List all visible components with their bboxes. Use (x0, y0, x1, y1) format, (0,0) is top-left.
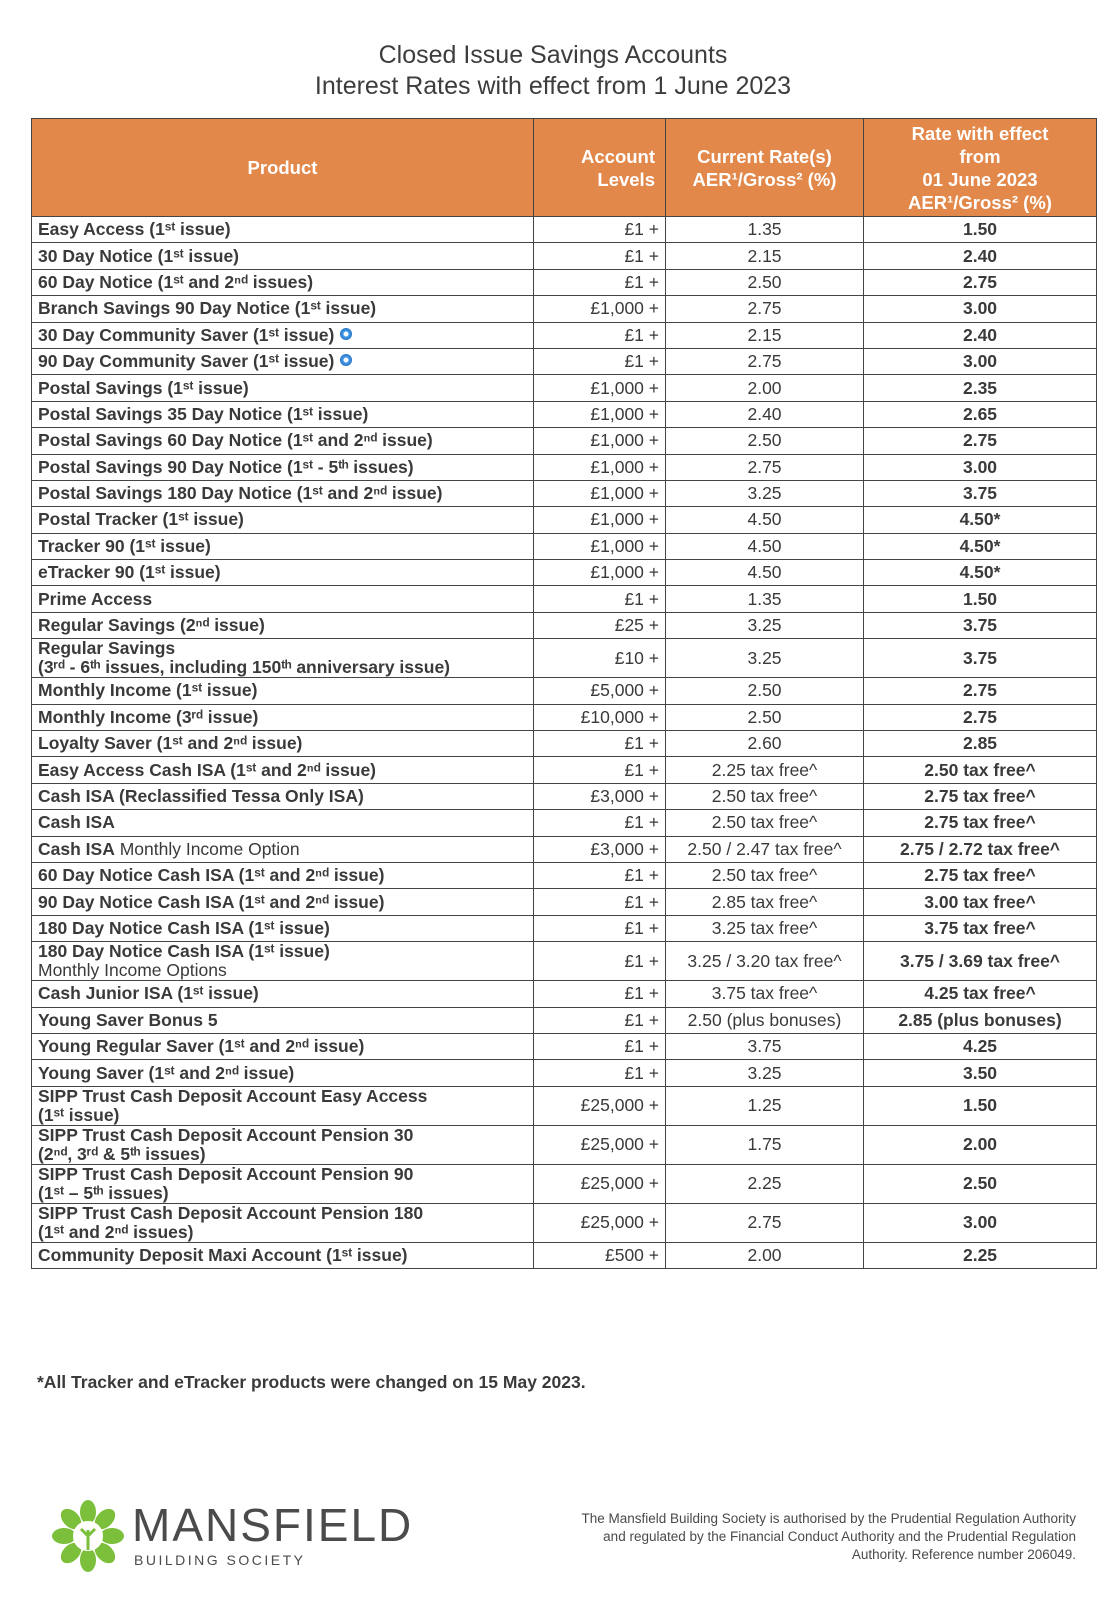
product-cell (32, 757, 534, 783)
table-row (32, 810, 1097, 836)
current-rate-cell: 4.50 (666, 560, 864, 586)
product-name: Prime Access (38, 588, 153, 609)
table-row (32, 981, 1097, 1007)
footnote: *All Tracker and eTracker products were changed on 15 May 2023. (37, 1372, 586, 1392)
table-row (32, 783, 1097, 809)
product-name: 180 Day Notice Cash ISA (1ˢᵗ issue) (38, 917, 330, 938)
product-name: Easy Access Cash ISA (1ˢᵗ and 2ⁿᵈ issue) (38, 759, 377, 780)
table-row (32, 915, 1097, 941)
new-rate-cell: 3.00 (864, 454, 1097, 480)
table-row (32, 1007, 1097, 1033)
product-cell (32, 1007, 534, 1033)
current-rate-cell: 2.75 (666, 454, 864, 480)
account-levels-cell: £1 + (534, 586, 666, 612)
table-row (32, 480, 1097, 506)
new-rate-cell: 2.35 (864, 375, 1097, 401)
product-cell (32, 322, 534, 348)
account-levels-cell: £25,000 + (534, 1125, 666, 1164)
table-row (32, 678, 1097, 704)
table-row (32, 1086, 1097, 1125)
account-levels-cell: £1,000 + (534, 428, 666, 454)
product-name: 60 Day Notice Cash ISA (1ˢᵗ and 2ⁿᵈ issue) (38, 865, 385, 886)
new-rate-cell: 4.25 (864, 1033, 1097, 1059)
current-rate-cell: 2.50 / 2.47 tax free^ (666, 836, 864, 862)
table-row (32, 1125, 1097, 1164)
current-rate-cell: 3.25 (666, 480, 864, 506)
new-rate-cell: 3.75 (864, 480, 1097, 506)
table-row (32, 533, 1097, 559)
product-cell (32, 507, 534, 533)
new-rate-cell: 3.75 / 3.69 tax free^ (864, 942, 1097, 981)
current-rate-cell: 2.25 (666, 1164, 864, 1203)
new-rate-cell: 2.75 tax free^ (864, 862, 1097, 888)
account-levels-cell: £1 + (534, 1007, 666, 1033)
header-new-line-2: from (959, 145, 1001, 167)
product-name: Cash Junior ISA (1ˢᵗ issue) (38, 983, 259, 1004)
table-row (32, 560, 1097, 586)
new-rate-cell: 3.00 tax free^ (864, 889, 1097, 915)
table-row (32, 862, 1097, 888)
new-rate-cell: 2.50 tax free^ (864, 757, 1097, 783)
product-cell (32, 1164, 534, 1203)
product-name-line-2: Monthly Income Options (38, 960, 227, 981)
current-rate-cell: 3.25 tax free^ (666, 915, 864, 941)
account-levels-cell: £25,000 + (534, 1086, 666, 1125)
current-rate-cell: 2.00 (666, 375, 864, 401)
table-header-row (32, 119, 1097, 217)
account-levels-cell: £1,000 + (534, 375, 666, 401)
table-row (32, 322, 1097, 348)
account-levels-cell: £1 + (534, 269, 666, 295)
community-badge-icon (340, 354, 352, 366)
table-row (32, 942, 1097, 981)
product-cell (32, 810, 534, 836)
current-rate-cell: 2.75 (666, 296, 864, 322)
product-name: Postal Savings 90 Day Notice (1ˢᵗ - 5ᵗʰ issues) (38, 456, 414, 477)
table-row (32, 1033, 1097, 1059)
tree-leaf-logo-icon (52, 1500, 124, 1572)
account-levels-cell: £1 + (534, 1033, 666, 1059)
current-rate-cell: 2.50 (666, 678, 864, 704)
current-rate-cell: 2.40 (666, 401, 864, 427)
mansfield-logo (52, 1498, 432, 1578)
new-rate-cell: 2.75 (864, 704, 1097, 730)
product-cell (32, 1242, 534, 1268)
current-rate-cell: 2.85 tax free^ (666, 889, 864, 915)
header-new-line-3: 01 June 2023 (922, 168, 1038, 190)
product-cell (32, 375, 534, 401)
new-rate-cell: 3.50 (864, 1060, 1097, 1086)
account-levels-cell: £500 + (534, 1242, 666, 1268)
current-rate-cell: 2.50 (666, 428, 864, 454)
new-rate-cell: 2.75 (864, 269, 1097, 295)
account-levels-cell: £1,000 + (534, 533, 666, 559)
product-cell (32, 612, 534, 638)
table-row (32, 401, 1097, 427)
account-levels-cell: £1,000 + (534, 560, 666, 586)
product-name: Postal Savings 35 Day Notice (1ˢᵗ issue) (38, 403, 369, 424)
table-row (32, 586, 1097, 612)
new-rate-cell: 2.75 / 2.72 tax free^ (864, 836, 1097, 862)
new-rate-cell: 2.25 (864, 1242, 1097, 1268)
product-name: Postal Tracker (1ˢᵗ issue) (38, 509, 244, 530)
product-cell (32, 862, 534, 888)
new-rate-cell: 2.65 (864, 401, 1097, 427)
product-name: 90 Day Community Saver (1ˢᵗ issue) (38, 351, 335, 372)
table-row (32, 836, 1097, 862)
account-levels-cell: £1 + (534, 942, 666, 981)
new-rate-cell: 2.40 (864, 322, 1097, 348)
header-new-rate (864, 119, 1097, 217)
product-cell (32, 915, 534, 941)
table-row (32, 243, 1097, 269)
new-rate-cell: 4.50* (864, 560, 1097, 586)
product-name: Loyalty Saver (1ˢᵗ and 2ⁿᵈ issue) (38, 733, 303, 754)
product-name: Cash ISA (Reclassified Tessa Only ISA) (38, 786, 364, 806)
table-row (32, 1164, 1097, 1203)
product-cell (32, 1086, 534, 1125)
table-row (32, 348, 1097, 374)
new-rate-cell: 4.50* (864, 507, 1097, 533)
new-rate-cell: 1.50 (864, 217, 1097, 243)
current-rate-cell: 3.25 (666, 639, 864, 678)
product-cell (32, 1060, 534, 1086)
account-levels-cell: £1,000 + (534, 480, 666, 506)
new-rate-cell: 3.75 (864, 639, 1097, 678)
product-cell (32, 783, 534, 809)
account-levels-cell: £1 + (534, 322, 666, 348)
product-name: 180 Day Notice Cash ISA (1ˢᵗ issue) (38, 941, 330, 962)
current-rate-cell: 1.25 (666, 1086, 864, 1125)
table-row (32, 612, 1097, 638)
product-cell (32, 1033, 534, 1059)
title-line-1: Closed Issue Savings Accounts (378, 41, 728, 69)
current-rate-cell: 2.15 (666, 243, 864, 269)
current-rate-cell: 3.25 (666, 612, 864, 638)
header-new-line-4: AER¹/Gross² (%) (908, 191, 1052, 213)
product-cell (32, 981, 534, 1007)
new-rate-cell: 2.75 (864, 678, 1097, 704)
table-row (32, 1060, 1097, 1086)
product-cell (32, 533, 534, 559)
table-row (32, 889, 1097, 915)
product-cell (32, 296, 534, 322)
header-new-line-1: Rate with effect (911, 122, 1049, 144)
account-levels-cell: £25,000 + (534, 1164, 666, 1203)
new-rate-cell: 3.00 (864, 296, 1097, 322)
legal-line-3: Authority. Reference number 206049. (851, 1547, 1076, 1562)
product-cell (32, 1125, 534, 1164)
product-cell (32, 731, 534, 757)
product-name: Cash ISA (38, 838, 115, 859)
current-rate-cell: 2.50 (666, 704, 864, 730)
product-name: Young Saver Bonus 5 (38, 1009, 218, 1030)
account-levels-cell: £25,000 + (534, 1203, 666, 1242)
product-name: SIPP Trust Cash Deposit Account Easy Access (38, 1085, 428, 1106)
current-rate-cell: 2.50 (666, 269, 864, 295)
new-rate-cell: 2.50 (864, 1164, 1097, 1203)
account-levels-cell: £3,000 + (534, 783, 666, 809)
product-name: Easy Access (1ˢᵗ issue) (38, 219, 231, 240)
table-row (32, 704, 1097, 730)
account-levels-cell: £5,000 + (534, 678, 666, 704)
product-name: SIPP Trust Cash Deposit Account Pension 180 (38, 1202, 424, 1223)
product-name-line-2: (3ʳᵈ - 6ᵗʰ issues, including 150ᵗʰ anniversary issue) (38, 657, 451, 678)
product-cell (32, 243, 534, 269)
table-row (32, 731, 1097, 757)
table-row (32, 269, 1097, 295)
product-name: Postal Savings 60 Day Notice (1ˢᵗ and 2ⁿᵈ issue) (38, 430, 433, 451)
account-levels-cell: £1 + (534, 915, 666, 941)
account-levels-cell: £3,000 + (534, 836, 666, 862)
current-rate-cell: 2.50 tax free^ (666, 783, 864, 809)
new-rate-cell: 2.85 (864, 731, 1097, 757)
title-line-2: Interest Rates with effect from 1 June 2023 (314, 72, 792, 100)
header-current-line-2: AER¹/Gross² (%) (692, 168, 837, 190)
product-cell (32, 889, 534, 915)
account-levels-cell: £1 + (534, 731, 666, 757)
product-cell (32, 678, 534, 704)
account-levels-cell: £10,000 + (534, 704, 666, 730)
table-row (32, 296, 1097, 322)
new-rate-cell: 1.50 (864, 1086, 1097, 1125)
legal-line-1: The Mansfield Building Society is authorised by the Prudential Regulation Authority (581, 1511, 1076, 1526)
product-cell (32, 217, 534, 243)
product-name: Young Saver (1ˢᵗ and 2ⁿᵈ issue) (38, 1062, 295, 1083)
product-cell (32, 428, 534, 454)
product-cell (32, 836, 534, 862)
current-rate-cell: 2.50 tax free^ (666, 810, 864, 836)
product-name-line-2: (1ˢᵗ – 5ᵗʰ issues) (38, 1182, 169, 1203)
new-rate-cell: 2.75 tax free^ (864, 783, 1097, 809)
current-rate-cell: 2.15 (666, 322, 864, 348)
product-cell (32, 942, 534, 981)
legal-notice (516, 1510, 1076, 1564)
product-cell (32, 560, 534, 586)
account-levels-cell: £1 + (534, 889, 666, 915)
new-rate-cell: 3.75 (864, 612, 1097, 638)
new-rate-cell: 3.75 tax free^ (864, 915, 1097, 941)
current-rate-cell: 3.25 / 3.20 tax free^ (666, 942, 864, 981)
page-title (0, 40, 1106, 102)
new-rate-cell: 3.00 (864, 1203, 1097, 1242)
new-rate-cell: 2.75 tax free^ (864, 810, 1097, 836)
product-name: Monthly Income (3ʳᵈ issue) (38, 706, 259, 727)
header-levels-line-2: Levels (597, 168, 655, 190)
account-levels-cell: £1 + (534, 981, 666, 1007)
current-rate-cell: 2.75 (666, 348, 864, 374)
current-rate-cell: 4.50 (666, 533, 864, 559)
table-row (32, 375, 1097, 401)
current-rate-cell: 2.00 (666, 1242, 864, 1268)
header-current-line-1: Current Rate(s) (697, 145, 832, 167)
product-name: 30 Day Notice (1ˢᵗ issue) (38, 245, 240, 266)
new-rate-cell: 4.50* (864, 533, 1097, 559)
product-name: Cash ISA (38, 812, 115, 833)
product-cell (32, 454, 534, 480)
product-name: 30 Day Community Saver (1ˢᵗ issue) (38, 324, 335, 345)
table-row (32, 1203, 1097, 1242)
product-name-line-2: (2ⁿᵈ, 3ʳᵈ & 5ᵗʰ issues) (38, 1143, 206, 1164)
current-rate-cell: 1.35 (666, 217, 864, 243)
product-cell (32, 1203, 534, 1242)
account-levels-cell: £1,000 + (534, 296, 666, 322)
table-row (32, 217, 1097, 243)
account-levels-cell: £1 + (534, 810, 666, 836)
table-row (32, 639, 1097, 678)
current-rate-cell: 3.75 (666, 1033, 864, 1059)
product-name: Postal Savings (1ˢᵗ issue) (38, 377, 249, 398)
product-name-line-2: (1ˢᵗ and 2ⁿᵈ issues) (38, 1221, 194, 1242)
account-levels-cell: £1,000 + (534, 401, 666, 427)
product-cell (32, 480, 534, 506)
product-name: 90 Day Notice Cash ISA (1ˢᵗ and 2ⁿᵈ issue) (38, 891, 385, 912)
new-rate-cell: 1.50 (864, 586, 1097, 612)
product-name: Regular Savings (38, 638, 176, 659)
new-rate-cell: 2.85 (plus bonuses) (864, 1007, 1097, 1033)
account-levels-cell: £1 + (534, 243, 666, 269)
current-rate-cell: 4.50 (666, 507, 864, 533)
product-cell (32, 704, 534, 730)
product-cell (32, 348, 534, 374)
account-levels-cell: £1,000 + (534, 454, 666, 480)
logo-name: MANSFIELD (132, 1499, 414, 1551)
current-rate-cell: 2.50 tax free^ (666, 862, 864, 888)
table-row (32, 507, 1097, 533)
current-rate-cell: 2.60 (666, 731, 864, 757)
product-name: Regular Savings (2ⁿᵈ issue) (38, 615, 265, 636)
product-cell (32, 586, 534, 612)
account-levels-cell: £1,000 + (534, 507, 666, 533)
product-name-line-2: (1ˢᵗ issue) (38, 1104, 120, 1125)
new-rate-cell: 3.00 (864, 348, 1097, 374)
community-badge-icon (340, 328, 352, 340)
current-rate-cell: 1.35 (666, 586, 864, 612)
product-name: Young Regular Saver (1ˢᵗ and 2ⁿᵈ issue) (38, 1036, 365, 1057)
product-name: Tracker 90 (1ˢᵗ issue) (38, 535, 211, 556)
new-rate-cell: 2.40 (864, 243, 1097, 269)
new-rate-cell: 2.00 (864, 1125, 1097, 1164)
current-rate-cell: 2.75 (666, 1203, 864, 1242)
product-name: 60 Day Notice (1ˢᵗ and 2ⁿᵈ issues) (38, 271, 314, 292)
product-name: Monthly Income (1ˢᵗ issue) (38, 680, 258, 701)
current-rate-cell: 3.75 tax free^ (666, 981, 864, 1007)
product-cell (32, 269, 534, 295)
account-levels-cell: £1 + (534, 348, 666, 374)
product-cell (32, 401, 534, 427)
product-name: eTracker 90 (1ˢᵗ issue) (38, 562, 221, 583)
product-cell (32, 639, 534, 678)
current-rate-cell: 2.50 (plus bonuses) (666, 1007, 864, 1033)
product-name: Postal Savings 180 Day Notice (1ˢᵗ and 2ⁿᵈ issue) (38, 483, 443, 504)
table-row (32, 454, 1097, 480)
account-levels-cell: £1 + (534, 217, 666, 243)
table-row (32, 428, 1097, 454)
product-name: SIPP Trust Cash Deposit Account Pension 30 (38, 1124, 414, 1145)
new-rate-cell: 4.25 tax free^ (864, 981, 1097, 1007)
legal-line-2: and regulated by the Financial Conduct Authority and the Prudential Regulation (603, 1529, 1076, 1544)
product-suffix: Monthly Income Option (114, 838, 300, 859)
rates-table (31, 118, 1097, 1269)
header-account-levels (534, 119, 666, 217)
current-rate-cell: 1.75 (666, 1125, 864, 1164)
current-rate-cell: 2.25 tax free^ (666, 757, 864, 783)
product-name: Community Deposit Maxi Account (1ˢᵗ issue) (38, 1244, 408, 1265)
account-levels-cell: £1 + (534, 1060, 666, 1086)
table-body (32, 217, 1097, 1269)
table-row (32, 1242, 1097, 1268)
header-current-rate (666, 119, 864, 217)
account-levels-cell: £1 + (534, 757, 666, 783)
account-levels-cell: £1 + (534, 862, 666, 888)
account-levels-cell: £10 + (534, 639, 666, 678)
table-row (32, 757, 1097, 783)
product-name: SIPP Trust Cash Deposit Account Pension 90 (38, 1163, 414, 1184)
current-rate-cell: 3.25 (666, 1060, 864, 1086)
header-product: Product (32, 119, 534, 217)
new-rate-cell: 2.75 (864, 428, 1097, 454)
account-levels-cell: £25 + (534, 612, 666, 638)
logo-subtitle: BUILDING SOCIETY (134, 1552, 306, 1568)
product-name: Branch Savings 90 Day Notice (1ˢᵗ issue) (38, 298, 377, 319)
header-levels-line-1: Account (581, 145, 655, 167)
